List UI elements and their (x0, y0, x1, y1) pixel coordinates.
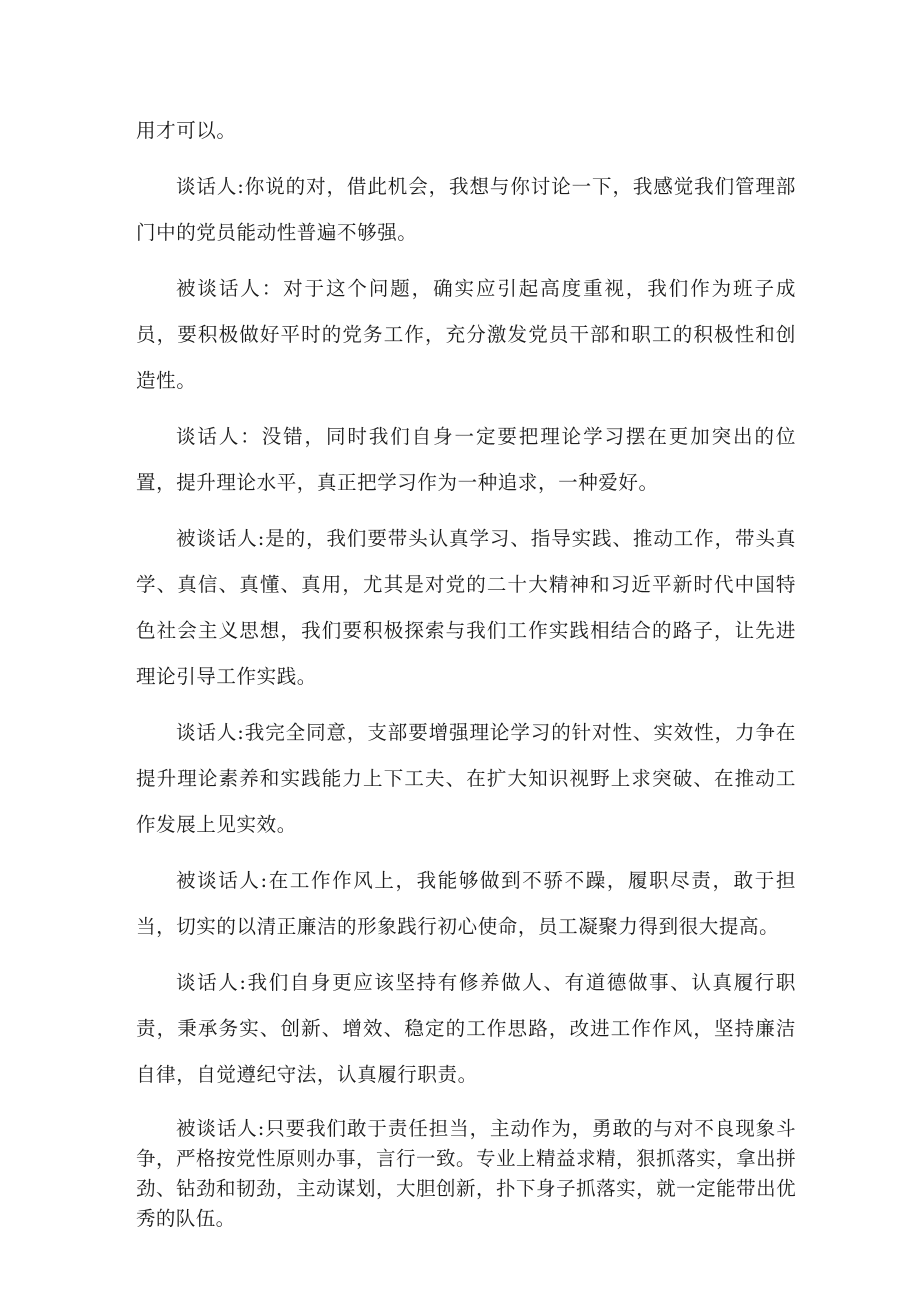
document-body (136, 108, 796, 1234)
paragraph-gap (136, 404, 796, 414)
paragraph-interviewee-4: 被谈话人:只要我们敢于责任担当，主动作为，勇敢的与对不良现象斗争，严格按党性原则办事，言行一致。专业上精益求精，狠抓落实，拿出拼劲、钻劲和韧劲，主动谋划，大胆创新，扑下身子抓落实，就一定能带出优秀的队伍。 (136, 1117, 796, 1230)
paragraph-gap (136, 848, 796, 858)
paragraph-continuation: 用才可以。 (136, 119, 237, 142)
paragraph-interviewee-2: 被谈话人:是的，我们要带头认真学习、指导实践、推动工作，带头真学、真信、真懂、真用，尤其是对党的二十大精神和习近平新时代中国特色社会主义思想，我们要积极探索与我们工作实践相结合的路子，让先进理论引导工作实践。 (136, 527, 796, 688)
paragraph-gap (136, 700, 796, 710)
paragraph-interviewer-2: 谈话人：没错，同时我们自身一定要把理论学习摆在更加突出的位置，提升理论水平，真正把学习作为一种追求，一种爱好。 (136, 425, 796, 494)
paragraph-interviewer-4: 谈话人:我们自身更应该坚持有修养做人、有道德做事、认真履行职责，秉承务实、创新、增效、稳定的工作思路，改进工作作风，坚持廉洁自律，自觉遵纪守法，认真履行职责。 (136, 971, 796, 1086)
paragraph-gap (136, 256, 796, 266)
paragraph-interviewer-3: 谈话人:我完全同意，支部要增强理论学习的针对性、实效性，力争在提升理论素养和实践能力上下工夫、在扩大知识视野上求突破、在推动工作发展上见实效。 (136, 721, 796, 836)
paragraph-gap (136, 506, 796, 516)
paragraph-interviewee-1: 被谈话人：对于这个问题，确实应引起高度重视，我们作为班子成员，要积极做好平时的党务工作，充分激发党员干部和职工的积极性和创造性。 (136, 277, 796, 392)
paragraph-gap (136, 950, 796, 960)
paragraph-gap (136, 154, 796, 164)
paragraph-interviewer-1: 谈话人:你说的对，借此机会，我想与你讨论一下，我感觉我们管理部门中的党员能动性普遍不够强。 (136, 175, 796, 244)
paragraph-interviewee-3: 被谈话人:在工作作风上，我能够做到不骄不躁，履职尽责，敢于担当，切实的以清正廉洁的形象践行初心使命，员工凝聚力得到很大提高。 (136, 869, 796, 938)
